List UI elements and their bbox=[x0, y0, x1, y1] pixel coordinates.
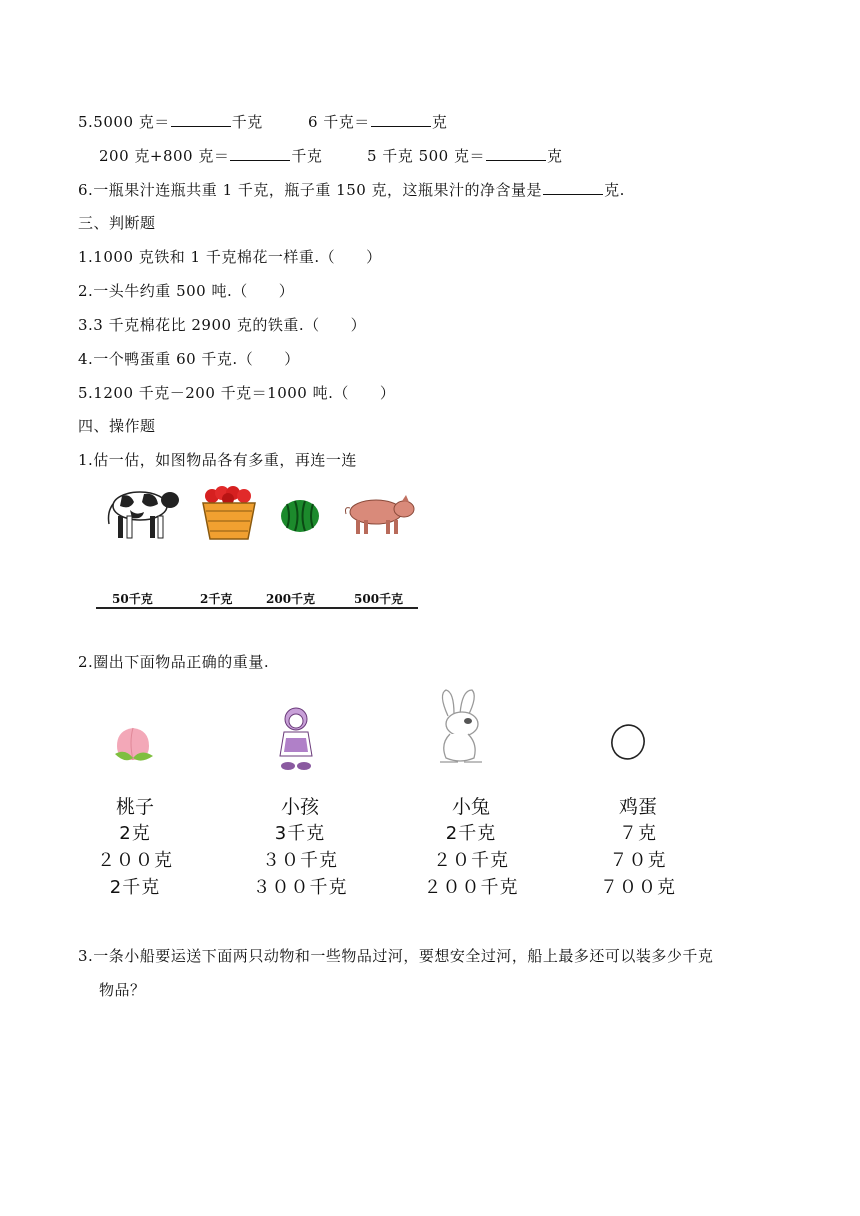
weight-label: 2千克 bbox=[200, 592, 233, 606]
answer-blank[interactable] bbox=[230, 146, 290, 161]
rabbit-column bbox=[416, 794, 526, 901]
judge-item: 4.一个鸭蛋重 60 千克.（ ） bbox=[78, 350, 300, 368]
operation-q3-line2: 物品？ bbox=[99, 981, 146, 999]
fill-q5c-unit: 千克 bbox=[291, 147, 323, 165]
answer-blank[interactable] bbox=[486, 146, 546, 161]
fill-q5-b bbox=[308, 112, 447, 132]
fill-q5a-unit: 千克 bbox=[231, 113, 263, 131]
weight-option[interactable]: 2千克 bbox=[445, 823, 497, 844]
weight-option[interactable]: 2千克 bbox=[109, 877, 161, 898]
judge-item: 2.一头牛约重 500 吨.（ ） bbox=[78, 282, 295, 300]
section-title-operation: 四、操作题 bbox=[78, 417, 156, 435]
weight-option[interactable]: ３０千克 bbox=[262, 850, 338, 871]
operation-q3-line1: 3.一条小船要运送下面两只动物和一些物品过河，要想安全过河，船上最多还可以装多少千克 bbox=[78, 947, 714, 965]
item-name: 鸡蛋 bbox=[618, 796, 657, 818]
fill-q5-c bbox=[99, 146, 322, 166]
weight-option[interactable]: ２００千克 bbox=[423, 877, 519, 898]
fill-q5-row1 bbox=[78, 112, 263, 132]
judge-item: 5.1200 千克－200 千克＝1000 吨.（ ） bbox=[78, 384, 396, 402]
fill-q5d-text: 5 千克 500 克＝ bbox=[367, 147, 485, 165]
answer-blank[interactable] bbox=[543, 180, 603, 195]
weight-option[interactable]: 2克 bbox=[119, 823, 151, 844]
item-name: 小孩 bbox=[280, 796, 319, 818]
fruit-basket-icon bbox=[200, 484, 258, 544]
weight-label: 500千克 bbox=[354, 592, 404, 606]
section-title-judgement: 三、判断题 bbox=[78, 214, 156, 232]
baseline-rule bbox=[96, 607, 418, 609]
peach-icon bbox=[111, 720, 155, 766]
child-column bbox=[248, 794, 352, 901]
fill-q6-text: 6.一瓶果汁连瓶共重 1 千克，瓶子重 150 克，这瓶果汁的净含量是 bbox=[78, 181, 543, 199]
pig-icon bbox=[342, 492, 416, 538]
fill-q6 bbox=[78, 180, 625, 200]
egg-column bbox=[590, 794, 686, 901]
fill-q5-d bbox=[367, 146, 563, 166]
peach-column bbox=[88, 794, 182, 901]
weight-option[interactable]: ３００千克 bbox=[252, 877, 348, 898]
weight-option[interactable]: ２００克 bbox=[97, 850, 173, 871]
weight-label: 50千克 bbox=[112, 592, 153, 606]
judge-item: 1.1000 克铁和 1 千克棉花一样重.（ ） bbox=[78, 248, 382, 266]
rabbit-icon bbox=[434, 686, 492, 768]
fill-q5c-text: 200 克+800 克＝ bbox=[99, 147, 230, 165]
weight-option[interactable]: ７０克 bbox=[609, 850, 667, 871]
weight-option[interactable]: 3千克 bbox=[274, 823, 326, 844]
answer-blank[interactable] bbox=[171, 112, 231, 127]
fill-q6-unit: 克. bbox=[604, 181, 625, 199]
fill-q5b-unit: 克 bbox=[431, 113, 448, 131]
watermelon-icon bbox=[279, 498, 321, 534]
fill-q5a-text: 5.5000 克＝ bbox=[78, 113, 170, 131]
answer-blank[interactable] bbox=[371, 112, 431, 127]
weight-matching-figure bbox=[96, 478, 418, 610]
item-name: 小兔 bbox=[451, 796, 490, 818]
weight-option[interactable]: ２０千克 bbox=[433, 850, 509, 871]
item-name: 桃子 bbox=[115, 796, 154, 818]
weight-option[interactable]: ７００克 bbox=[600, 877, 676, 898]
weight-option[interactable]: ７克 bbox=[619, 823, 657, 844]
operation-q2-text: 2.圈出下面物品正确的重量. bbox=[78, 653, 270, 671]
operation-q1-text: 1.估一估，如图物品各有多重，再连一连 bbox=[78, 451, 357, 469]
child-icon bbox=[272, 704, 320, 774]
cow-icon bbox=[100, 482, 182, 544]
fill-q5d-unit: 克 bbox=[546, 147, 563, 165]
egg-icon bbox=[606, 722, 650, 762]
judge-item: 3.3 千克棉花比 2900 克的铁重.（ ） bbox=[78, 316, 367, 334]
weight-label: 200千克 bbox=[266, 592, 316, 606]
fill-q5b-text: 6 千克＝ bbox=[308, 113, 370, 131]
